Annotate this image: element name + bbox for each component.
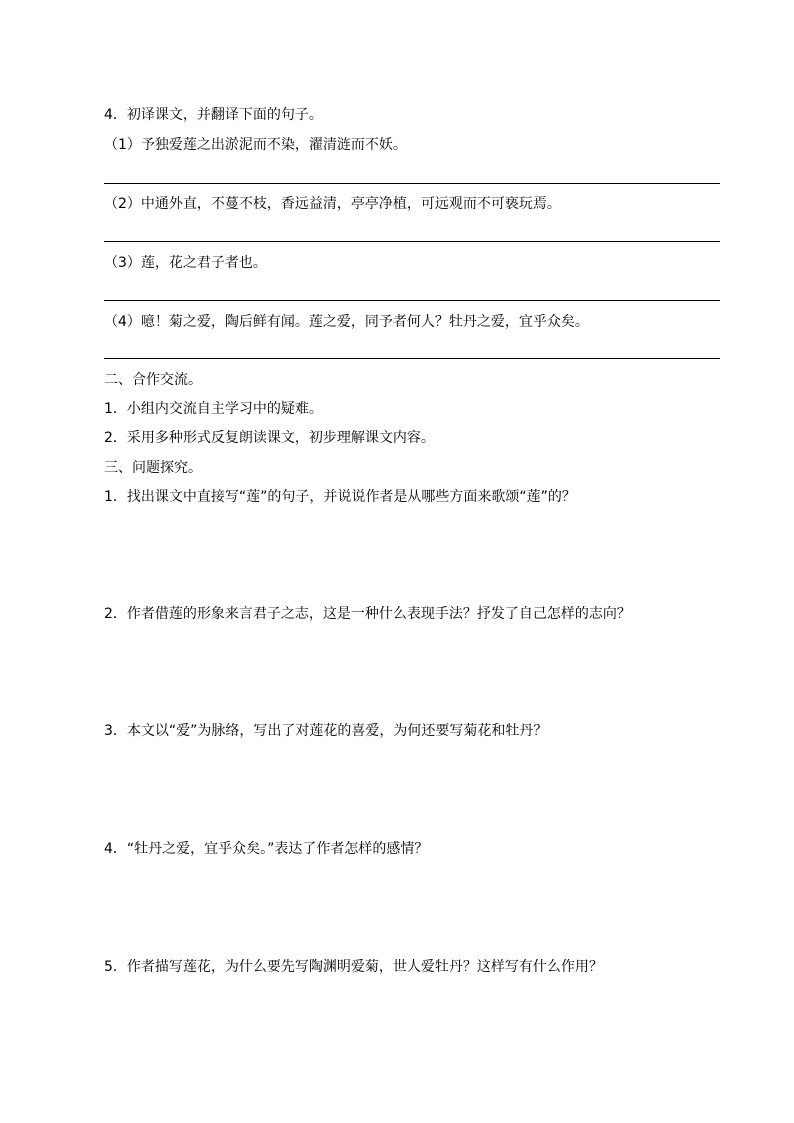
explore-question-2: 2．作者借莲的形象来言君子之志，这是一种什么表现手法？抒发了自己怎样的志向？ — [104, 606, 631, 622]
explore-question-3: 3．本文以“爱”为脉络，写出了对莲花的喜爱，为何还要写菊花和牡丹？ — [104, 723, 548, 739]
answer-line-3[interactable] — [104, 300, 720, 301]
sentence-4: （4）噫！菊之爱，陶后鲜有闻。莲之爱，同予者何人？牡丹之爱，宜乎众矣。 — [104, 314, 589, 330]
explore-question-4: 4．“牡丹之爱，宜乎众矣。”表达了作者怎样的感情？ — [104, 841, 429, 857]
translate-heading: 4．初译课文，并翻译下面的句子。 — [104, 107, 323, 123]
sentence-1: （1）予独爱莲之出淤泥而不染，濯清涟而不妖。 — [104, 137, 407, 153]
explore-question-5: 5．作者描写莲花，为什么要先写陶渊明爱菊，世人爱牡丹？这样写有什么作用？ — [104, 959, 603, 975]
explore-question-1: 1．找出课文中直接写“莲”的句子，并说说作者是从哪些方面来歌颂“莲”的？ — [104, 489, 576, 505]
answer-line-1[interactable] — [104, 183, 720, 184]
cooperate-heading: 二、合作交流。 — [104, 372, 202, 388]
cooperate-item-2: 2．采用多种形式反复朗读课文，初步理解课文内容。 — [104, 430, 435, 446]
sentence-2: （2）中通外直，不蔓不枝，香远益清，亭亭净植，可远观而不可亵玩焉。 — [104, 196, 561, 212]
explore-heading: 三、问题探究。 — [104, 460, 202, 476]
answer-line-4[interactable] — [104, 358, 720, 359]
cooperate-item-1: 1．小组内交流自主学习中的疑难。 — [104, 401, 323, 417]
sentence-3: （3）莲，花之君子者也。 — [104, 255, 267, 271]
answer-line-2[interactable] — [104, 241, 720, 242]
